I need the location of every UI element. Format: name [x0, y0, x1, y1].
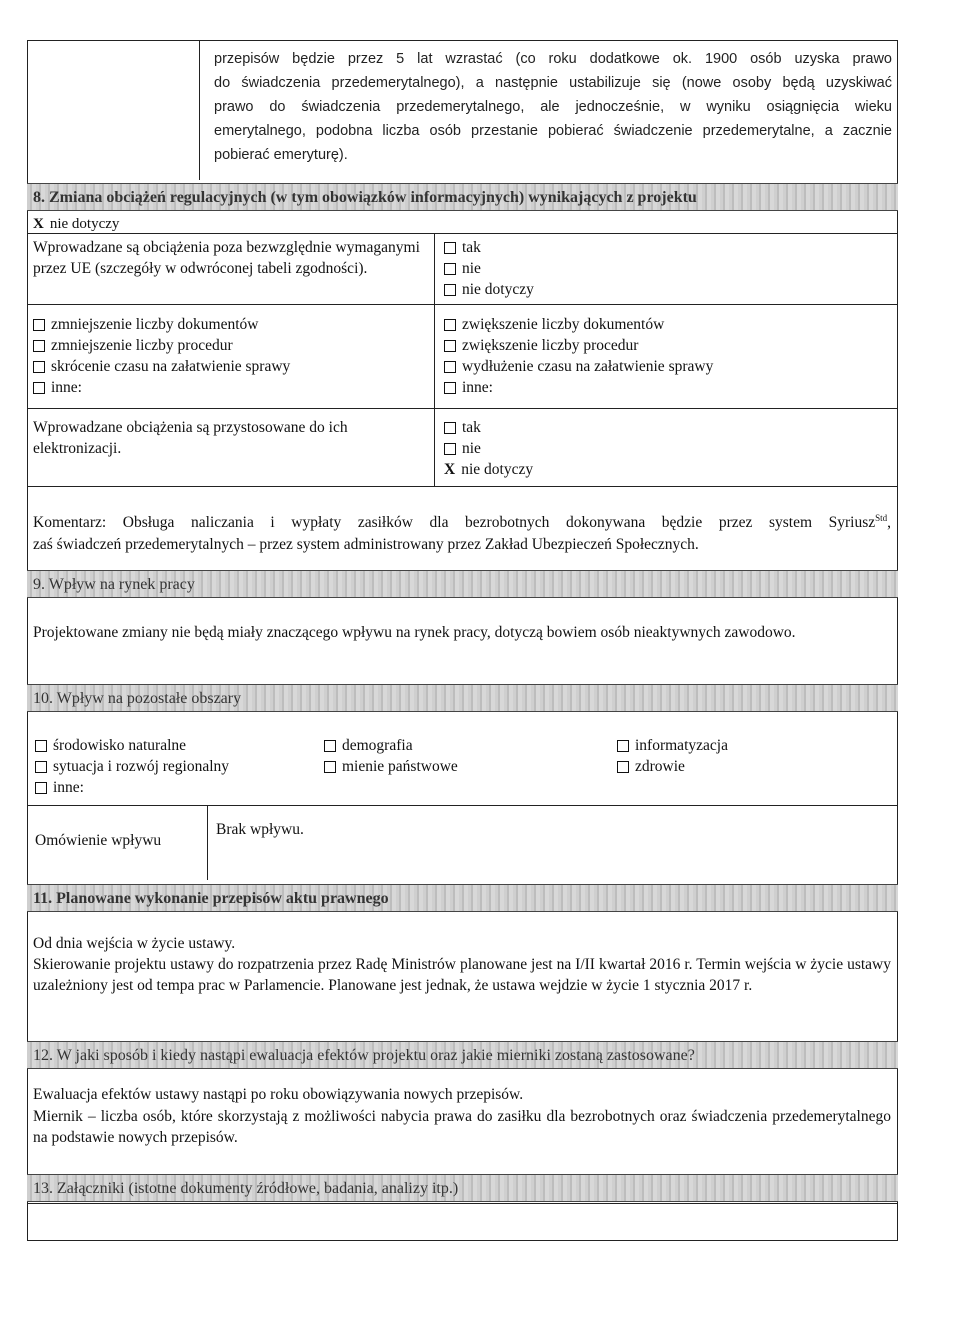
s8-q2-option-nie[interactable]	[444, 438, 533, 459]
checkbox[interactable]	[617, 740, 629, 752]
s10-discussion-label: Omówienie wpływu	[35, 832, 162, 849]
option-label: tak	[462, 239, 481, 256]
s8-q2-option-tak[interactable]	[444, 417, 533, 438]
checkbox[interactable]	[444, 443, 456, 455]
option-state-property[interactable]	[324, 756, 458, 777]
comment-text-end: ,	[887, 514, 891, 532]
option-label: inne:	[53, 779, 84, 796]
option-label: tak	[462, 419, 481, 436]
s8-q1-option-nie[interactable]	[444, 258, 534, 279]
s8-divider-2	[27, 304, 898, 305]
intro-divider	[199, 40, 200, 180]
s8-na-label: nie dotyczy	[49, 216, 120, 232]
option-label: nie dotyczy	[462, 281, 534, 298]
section-11-header: 11. Planowane wykonanie przepisów aktu prawnego	[27, 884, 898, 912]
s8-divider-1	[27, 233, 898, 234]
section-10-header: 10. Wpływ na pozostałe obszary	[27, 684, 898, 712]
option-label: nie	[462, 440, 481, 457]
s12-text: Miernik – liczba osób, które skorzystają z możliwości nabycia prawa do zasiłku dla bezrobotnych oraz świadczenia przedemerytalnego na podstawie nowych przepisów.	[33, 1108, 891, 1146]
s8-divider-4	[27, 486, 898, 487]
option-label: środowisko naturalne	[53, 737, 187, 754]
intro-line: prawo do świadczenia przedemerytalnego, ale jednocześnie, w wyniku osiągnięcia wieku	[214, 99, 892, 115]
comment-superscript: Std	[875, 513, 888, 523]
option-label: inne:	[462, 379, 493, 396]
s8-comment	[33, 507, 891, 556]
checkbox[interactable]	[33, 382, 45, 394]
option-label: mienie państwowe	[342, 758, 458, 775]
section-13-header: 13. Załączniki (istotne dokumenty źródłowe, badania, analizy itp.)	[27, 1174, 898, 1202]
s12-line1: Ewaluacja efektów ustawy nastąpi po roku obowiązywania nowych przepisów.	[33, 1086, 524, 1103]
s8-q2-options	[444, 417, 533, 480]
comment-text: Komentarz: Obsługa naliczania i wypłaty zasiłków dla bezrobotnych dokonywana będzie przez system Syriusz	[33, 514, 876, 532]
s8-q1-option-nie-dotyczy[interactable]	[444, 279, 534, 300]
intro-line: przepisów będzie przez 5 lat wzrastać (co roku dodatkowe ok. 1900 osób uzyska prawo	[214, 51, 892, 67]
frame-top	[27, 40, 898, 41]
s10-col1	[35, 735, 229, 798]
checkbox[interactable]	[444, 242, 456, 254]
option-label: informatyzacja	[635, 737, 728, 754]
option-fewer-documents[interactable]	[33, 314, 290, 335]
option-other[interactable]	[35, 777, 229, 798]
checkbox[interactable]	[444, 422, 456, 434]
checkbox[interactable]	[444, 319, 456, 331]
option-health[interactable]	[617, 756, 728, 777]
checkbox[interactable]	[33, 361, 45, 373]
s8-na-row	[33, 214, 119, 234]
s8-divider-3	[27, 408, 898, 409]
option-informatization[interactable]	[617, 735, 728, 756]
option-label: zdrowie	[635, 758, 685, 775]
checkbox[interactable]	[35, 761, 47, 773]
checkbox[interactable]	[617, 761, 629, 773]
option-label: demografia	[342, 737, 413, 754]
checkbox[interactable]	[33, 319, 45, 331]
s8-q1-option-tak[interactable]	[444, 237, 534, 258]
option-demography[interactable]	[324, 735, 458, 756]
option-longer-time[interactable]	[444, 356, 713, 377]
comment-line-2: zaś świadczeń przedemerytalnych – przez system administrowany przez Zakład Ubezpieczeń Społecznych.	[33, 536, 699, 554]
option-label: zwiększenie liczby procedur	[462, 337, 639, 354]
checkbox[interactable]	[444, 284, 456, 296]
option-label: nie	[462, 260, 481, 277]
option-label: wydłużenie czasu na załatwienie sprawy	[462, 358, 714, 375]
s8-right-options	[444, 314, 713, 398]
checkbox[interactable]	[324, 740, 336, 752]
checkbox[interactable]	[35, 782, 47, 794]
option-label: nie dotyczy	[461, 461, 534, 478]
s10-divider-1	[27, 805, 898, 806]
option-label: zmniejszenie liczby dokumentów	[51, 316, 259, 333]
option-environment[interactable]	[35, 735, 229, 756]
section-8-header: 8. Zmiana obciążeń regulacyjnych (w tym obowiązków informacyjnych) wynikających z projektu	[27, 183, 898, 211]
x-mark: X	[444, 461, 456, 478]
option-shorter-time[interactable]	[33, 356, 290, 377]
section-9-header: 9. Wpływ na rynek pracy	[27, 570, 898, 598]
s10-discussion-value: Brak wpływu.	[216, 821, 304, 838]
s10-col-divider	[207, 805, 208, 880]
checkbox[interactable]	[444, 340, 456, 352]
option-other-right[interactable]	[444, 377, 713, 398]
s8-left-options	[33, 314, 290, 398]
option-label: zmniejszenie liczby procedur	[51, 337, 233, 354]
checkbox[interactable]	[444, 263, 456, 275]
s8-q1-options	[444, 237, 534, 300]
s8-q2-text: Wprowadzane obciążenia są przystosowane do ich elektronizacji.	[33, 419, 348, 457]
intro-line: do świadczenia przedemerytalnego), a następnie ustabilizuje się (nowe osoby będą uzyskiwać	[214, 75, 892, 91]
option-label: inne:	[51, 379, 82, 396]
s8-q2-option-nie-dotyczy[interactable]	[444, 459, 533, 480]
checkbox[interactable]	[444, 382, 456, 394]
checkbox[interactable]	[35, 740, 47, 752]
intro-line: pobierać emeryturę).	[214, 147, 348, 163]
intro-line: emerytalnego, podobna liczba osób przestanie pobierać świadczenie przedemerytalne, a zacznie	[214, 123, 892, 139]
x-mark: X	[33, 216, 44, 232]
s10-col2	[324, 735, 458, 777]
option-fewer-procedures[interactable]	[33, 335, 290, 356]
s10-col3	[617, 735, 728, 777]
option-more-procedures[interactable]	[444, 335, 713, 356]
option-label: skrócenie czasu na załatwienie sprawy	[51, 358, 291, 375]
s9-text: Projektowane zmiany nie będą miały znaczącego wpływu na rynek pracy, dotyczą bowiem osób nieaktywnych zawodowo.	[33, 624, 796, 641]
checkbox[interactable]	[324, 761, 336, 773]
option-label: zwiększenie liczby dokumentów	[462, 316, 665, 333]
s13-divider	[27, 1203, 898, 1204]
s8-col-divider	[434, 233, 435, 486]
option-regional-development[interactable]	[35, 756, 229, 777]
s11-text: Skierowanie projektu ustawy do rozpatrzenia przez Radę Ministrów planowane jest na I/II kwartał 2016 r. Termin wejścia w życie ustawy uzależniony jest od tempa prac w Parlamencie. Planowane jest jednak, że ustawa wejdzie w życie 1 stycznia 2017 r.	[33, 956, 891, 994]
option-more-documents[interactable]	[444, 314, 713, 335]
frame-bottom	[27, 1240, 898, 1241]
intro-paragraph	[214, 47, 892, 167]
option-other-left[interactable]	[33, 377, 290, 398]
s11-line1: Od dnia wejścia w życie ustawy.	[33, 935, 236, 952]
option-label: sytuacja i rozwój regionalny	[53, 758, 230, 775]
comment-line-1	[33, 507, 891, 534]
s8-q1-text: Wprowadzane są obciążenia poza bezwzględnie wymaganymi przez UE (szczegóły w odwróconej tabeli zgodności).	[33, 239, 420, 277]
checkbox[interactable]	[444, 361, 456, 373]
section-12-header: 12. W jaki sposób i kiedy nastąpi ewaluacja efektów projektu oraz jakie mierniki zostaną zastosowane?	[27, 1041, 898, 1069]
checkbox[interactable]	[33, 340, 45, 352]
